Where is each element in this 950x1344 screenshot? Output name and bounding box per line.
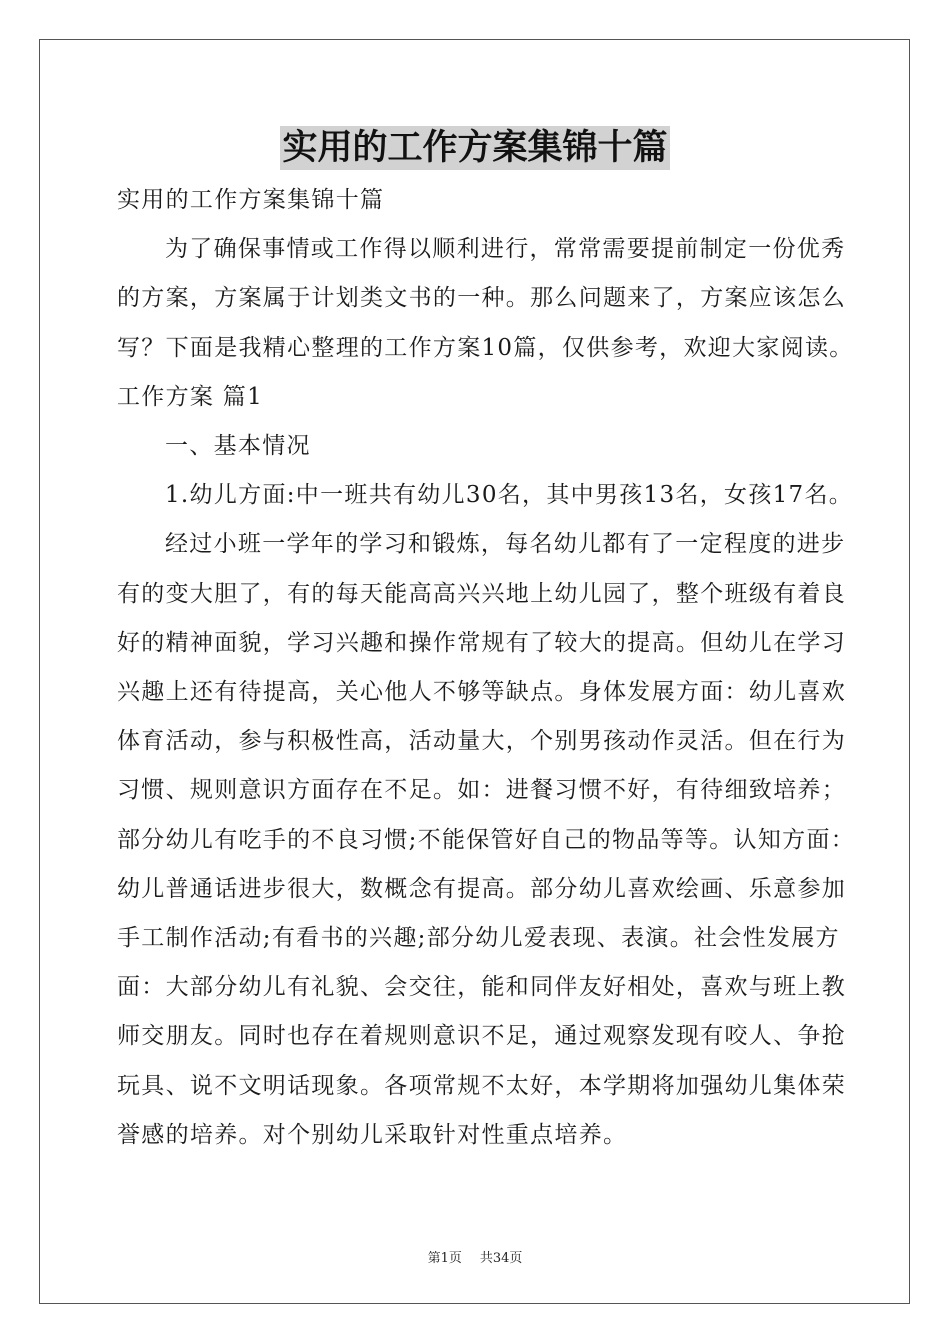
body-paragraph-line: 面：大部分幼儿有礼貌、会交往，能和同伴友好相处，喜欢与班上教 bbox=[117, 974, 846, 1001]
body-paragraph-line: 兴趣上还有待提高，关心他人不够等缺点。身体发展方面：幼儿喜欢 bbox=[117, 679, 846, 706]
body-paragraph-line: 师交朋友。同时也存在着规则意识不足，通过观察发现有咬人、争抢 bbox=[117, 1023, 846, 1050]
title-container bbox=[0, 126, 950, 170]
body-paragraph-line: 誉感的培养。对个别幼儿采取针对性重点培养。 bbox=[117, 1121, 628, 1148]
body-paragraph-line: 经过小班一学年的学习和锻炼，每名幼儿都有了一定程度的进步 bbox=[165, 531, 846, 558]
body-paragraph-line: 习惯、规则意识方面存在不足。如：进餐习惯不好，有待细致培养； bbox=[117, 777, 846, 804]
body-paragraph-line: 幼儿普通话进步很大，数概念有提高。部分幼儿喜欢绘画、乐意参加 bbox=[117, 875, 846, 902]
page-footer bbox=[0, 1247, 950, 1266]
intro-paragraph-line: 写？下面是我精心整理的工作方案10篇，仅供参考，欢迎大家阅读。 bbox=[117, 334, 854, 361]
page-number: 第1页 bbox=[427, 1251, 462, 1266]
section-heading: 工作方案 篇1 bbox=[117, 383, 264, 410]
document-body bbox=[117, 176, 856, 1160]
body-paragraph-line: 部分幼儿有吃手的不良习惯;不能保管好自己的物品等等。认知方面： bbox=[117, 826, 856, 853]
intro-paragraph-line: 的方案，方案属于计划类文书的一种。那么问题来了，方案应该怎么 bbox=[117, 285, 846, 312]
subtitle-line: 实用的工作方案集锦十篇 bbox=[117, 187, 385, 213]
body-paragraph-line: 好的精神面貌，学习兴趣和操作常规有了较大的提高。但幼儿在学习 bbox=[117, 629, 846, 656]
body-paragraph-line: 1.幼儿方面:中一班共有幼儿30名，其中男孩13名，女孩17名。 bbox=[165, 482, 854, 509]
document-title: 实用的工作方案集锦十篇 bbox=[282, 127, 668, 168]
body-paragraph-line: 体育活动，参与积极性高，活动量大，个别男孩动作灵活。但在行为 bbox=[117, 728, 846, 755]
body-paragraph-line: 手工制作活动;有看书的兴趣;部分幼儿爱表现、表演。社会性发展方 bbox=[117, 925, 840, 952]
intro-paragraph-line: 为了确保事情或工作得以顺利进行，常常需要提前制定一份优秀 bbox=[165, 236, 846, 263]
body-paragraph-line: 玩具、说不文明话现象。各项常规不太好，本学期将加强幼儿集体荣 bbox=[117, 1072, 846, 1099]
body-paragraph-line: 有的变大胆了，有的每天能高高兴兴地上幼儿园了，整个班级有着良 bbox=[117, 580, 846, 607]
total-pages: 共34页 bbox=[479, 1251, 523, 1266]
subsection-heading: 一、基本情况 bbox=[165, 433, 311, 460]
